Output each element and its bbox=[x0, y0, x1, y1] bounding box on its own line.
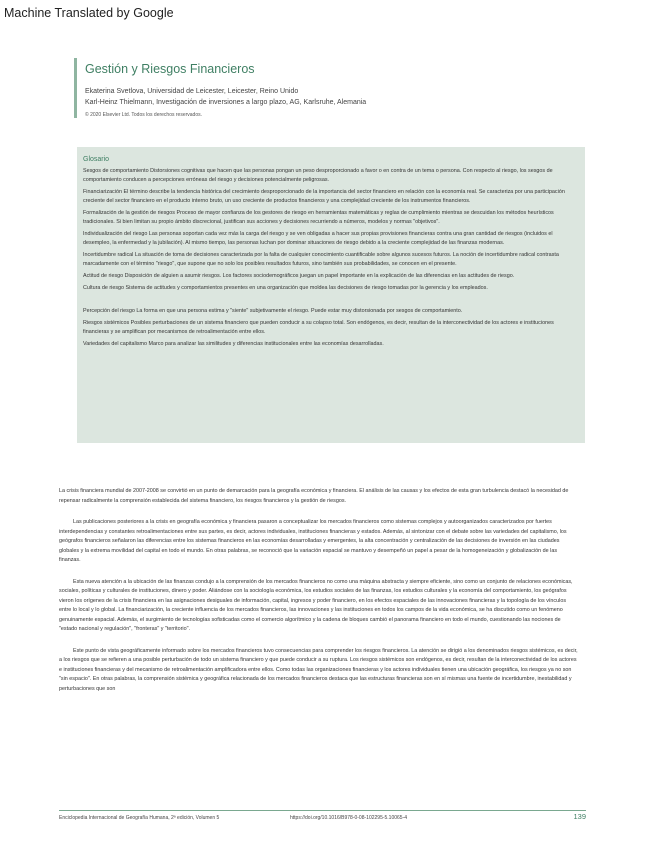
body-paragraph: Las publicaciones posteriores a la crisis en geografía económica y financiera pasaron a conceptualizar los mercados financieros como sistemas complejos y autoorganizados caracterizados por fuertes interdependencias y constantes retroalimentaciones entre sus partes, es decir, actores individuales, instituciones financieras y estados. Además, al sintonizar con el debate sobre las variedades del capitalismo, los geógrafos financieros señalaron las diferencias entre los sistemas financieros en las economías desarrolladas y emergentes, la alta concentración y centralización de las decisiones de inversión en las ciudades globales y la extrema movilidad del capital en todo el mundo. En otras palabras, se reconoció que la variación espacial se mantuvo y desempeñó un papel a pesar de la homogeneización y globalización de las finanzas. bbox=[59, 519, 567, 563]
body-paragraph: Esta nueva atención a la ubicación de las finanzas condujo a la comprensión de los mercados financieros no como una máquina abstracta y siempre eficiente, sino como un conjunto de relaciones económicas, sociales, políticas y culturales de instituciones, dinero y poder. Aliándose con la sociología económica, los estudios sociales de las finanzas, los estudios culturales y la economía del comportamiento, los geógrafos vieron los orígenes de la crisis financiera en las asignaciones desiguales de información, capital, ingresos y poder financiero, en los efectos espaciales de las innovaciones financieras y la topología de los vínculos entre lo local y lo global. La financiarización, la creciente influencia de los mercados financieros, las innovaciones y las instituciones en todos los campos de la vida económica, se ha discutido como un fenómeno genuinamente espacial. Además, el surgimiento de tecnologías sofisticadas como el comercio algorítmico y la cadena de bloques cambió el panorama financiero en todo el mundo, cuestionando las nociones de "estado nacional y regulación", "fronteras" y "territorio". bbox=[59, 578, 573, 632]
doi-link[interactable]: https://doi.org/10.1016/B978-0-08-102295-5.10065-4 bbox=[290, 815, 408, 821]
glossary-box bbox=[77, 147, 585, 443]
body-paragraph: Este punto de vista geográficamente informado sobre los mercados financieros tuvo consecuencias para comprender los riesgos financieros. La atención se dirigió a los denominados riesgos sistémicos, es decir, a los riesgos que se refieren a una posible perturbación de todo un sistema financiero y que puede conducir a su ruptura. Los riesgos sistémicos son endógenos, es decir, resultan de la interconectividad de los actores e instituciones financieras y del mecanismo de retroalimentación amplificadora entre ellos. Como todas las organizaciones financieras y los actores individuales tienen una ubicación geográfica, los riesgos ya no son "sin espacio". En otras palabras, la comprensión sistémica y geográfica relacionada de los mercados financieros destaca que las estructuras financieras son en sí mismas una fuente de incertidumbre, inestabilidad y perturbaciones que son bbox=[59, 647, 578, 692]
encyclopedia-reference: Enciclopedia Internacional de Geografía Humana, 2ª edición, Volumen 5 bbox=[59, 815, 220, 821]
glossary-entry: Sesgos de comportamiento Distorsiones cognitivas que hacen que las personas pongan un peso desproporcionado a favor o en contra de un tema o persona. Con respecto al riesgo, los sesgos de comportamiento conducen a percepciones erróneas del riesgo y decisiones potencialmente peligrosas. bbox=[83, 168, 553, 183]
article-title: Gestión y Riesgos Financieros bbox=[85, 62, 255, 76]
author-line: Karl-Heinz Thielmann, Investigación de inversiones a largo plazo, AG, Karlsruhe, Alemania bbox=[85, 99, 367, 106]
glossary-entry: Individualización del riesgo Las personas soportan cada vez más la carga del riesgo y se ven obligadas a hacer sus propias provisiones financieras contra una gran cantidad de riesgos (incluidos el desempleo, la enfermedad y la jubilación). Al mismo tiempo, las personas luchan por dominar situaciones de riesgo debido a la creciente complejidad de las finanzas modernas. bbox=[83, 231, 553, 246]
article-body bbox=[59, 487, 579, 706]
glossary-entry: Cultura de riesgo Sistema de actitudes y comportamientos presentes en una organización que moldea las decisiones de riesgo tomadas por la gerencia y los empleados. bbox=[83, 285, 488, 291]
glossary-entry: Financiarización El término describe la tendencia histórica del crecimiento desproporcionado de la importancia del sector financiero en relación con la economía real. Se caracteriza por una participación creciente del sector financiero en el producto interno bruto, un uso creciente de productos financieros y una complejidad creciente de los instrumentos financieros. bbox=[83, 189, 565, 204]
glossary-entry: Formalización de la gestión de riesgos Proceso de mayor confianza de los gestores de riesgo en herramientas matemáticas y reglas de cumplimiento mientras se descuidan los métodos heurísticos tradicionales. Si bien limitan su propio ámbito discrecional, justifican sus acciones y decisiones recurriendo a números, modelos y normas "objetivos". bbox=[83, 210, 554, 225]
glossary-entry: Variedades del capitalismo Marco para analizar las similitudes y diferencias institucionales entre las economías desarrolladas. bbox=[83, 341, 384, 347]
glossary-entry: Percepción del riesgo La forma en que una persona estima y "siente" subjetivamente el riesgo. Puede estar muy distorsionada por sesgos de comportamiento. bbox=[83, 308, 463, 314]
machine-translation-banner: Machine Translated by Google bbox=[4, 6, 174, 20]
glossary-entry: Riesgos sistémicos Posibles perturbaciones de un sistema financiero que pueden conducir a su colapso total. Son endógenos, es decir, resultan de la interconectividad de los actores e instituciones financieras y se amplifican por mecanismos de retroalimentación entre ellos. bbox=[83, 320, 554, 335]
page-number: 139 bbox=[573, 812, 586, 821]
glossary-entry: Incertidumbre radical La situación de toma de decisiones caracterizada por la falta de cualquier conocimiento cuantificable sobre algunos sucesos futuros. La noción de incertidumbre radical contrasta marcadamente con el término "riesgo", que supone que no solo los posibles resultados futuros, sino también sus probabilidades, se conocen en el presente. bbox=[83, 252, 559, 267]
article-header bbox=[74, 58, 595, 118]
glossary-title: Glosario bbox=[83, 156, 110, 163]
body-paragraph: La crisis financiera mundial de 2007-2008 se convirtió en un punto de demarcación para la geografía económica y financiera. El análisis de las causas y los efectos de esta gran turbulencia destacó la necesidad de repensar radicalmente la comprensión establecida del sistema financiero, los riesgos financieros y la gestión de riesgos. bbox=[59, 488, 569, 504]
page-footer bbox=[59, 810, 586, 821]
glossary-entry: Actitud de riesgo Disposición de alguien a asumir riesgos. Los factores sociodemográficos juegan un papel importante en la explicación de las diferencias en las actitudes de riesgo. bbox=[83, 273, 515, 279]
copyright-notice: © 2020 Elsevier Ltd. Todos los derechos reservados. bbox=[85, 112, 202, 118]
author-line: Ekaterina Svetlova, Universidad de Leicester, Leicester, Reino Unido bbox=[85, 88, 299, 95]
